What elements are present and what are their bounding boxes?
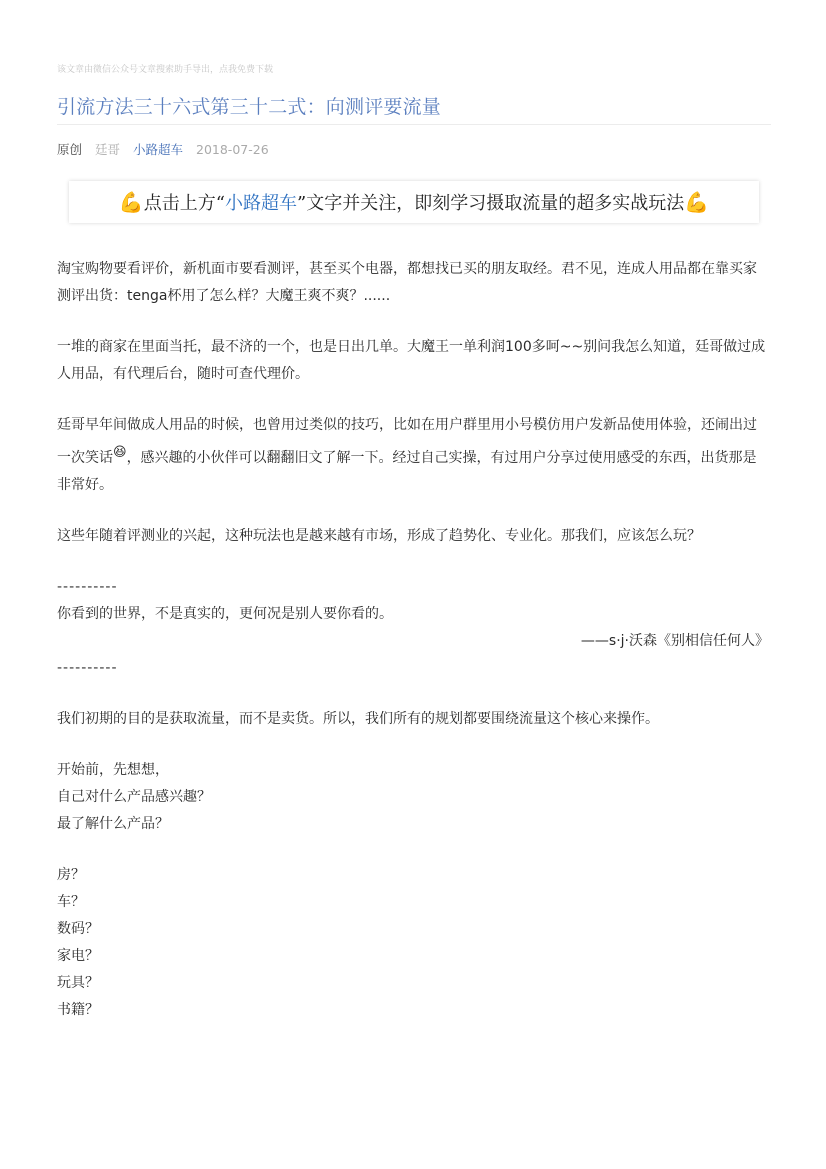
original-tag: 原创 bbox=[57, 142, 83, 157]
list-item: 房？ bbox=[57, 867, 85, 883]
article-meta bbox=[57, 140, 278, 158]
paragraph-text: 廷哥早年间做成人用品的时候，也曾用过类似的技巧，比如在用户群里用小号模仿用户发新品使用体验，还闹出过一次笑话 bbox=[57, 417, 757, 466]
paragraph: 我们初期的目的是获取流量，而不是卖货。所以，我们所有的规划都要围绕流量这个核心来操作。 bbox=[57, 711, 659, 727]
banner-prefix: 点击上方“ bbox=[143, 193, 225, 214]
paragraph: 淘宝购物要看评价，新机面市要看测评，甚至买个电器，都想找已买的朋友取经。君不见，连成人用品都在靠买家测评出货：tenga杯用了怎么样？大魔王爽不爽？...... bbox=[57, 261, 757, 304]
question-line: 自己对什么产品感兴趣？ bbox=[57, 789, 211, 805]
title-divider bbox=[57, 124, 771, 125]
banner-suffix: ”文字并关注，即刻学习摄取流量的超多实战玩法 bbox=[297, 193, 685, 214]
list-item: 玩具？ bbox=[57, 975, 99, 991]
paragraph: 这些年随着评测业的兴起，这种玩法也是越来越有市场，形成了趋势化、专业化。那我们，应该怎么玩？ bbox=[57, 528, 701, 544]
flexed-biceps-icon: 💪 bbox=[684, 190, 710, 214]
list-item: 车？ bbox=[57, 894, 85, 910]
flexed-biceps-icon: 💪 bbox=[118, 190, 144, 214]
author-name: 廷哥 bbox=[95, 142, 121, 157]
article-title: 引流方法三十六式第三十二式：向测评要流量 bbox=[57, 96, 442, 118]
question-line: 最了解什么产品？ bbox=[57, 816, 169, 832]
export-notice-link[interactable]: 该文章由微信公众号文章搜索助手导出，点我免费下载 bbox=[57, 65, 274, 75]
follow-banner bbox=[69, 181, 759, 223]
question-line: 开始前，先想想， bbox=[57, 762, 169, 778]
laughing-face-icon: 😆 bbox=[113, 445, 127, 460]
paragraph: 一堆的商家在里面当托，最不济的一个，也是日出几单。大魔王一单利润100多呵~~别问我怎么知道，廷哥做过成人用品，有代理后台，随时可查代理价。 bbox=[57, 339, 766, 382]
quote-text: 你看到的世界，不是真实的，更何况是别人要你看的。 bbox=[57, 606, 393, 622]
banner-account-link[interactable]: 小路超车 bbox=[225, 193, 297, 214]
quote-divider-top: ---------- bbox=[57, 579, 118, 595]
list-item: 数码？ bbox=[57, 921, 99, 937]
quote-source: ——s·j·沃森《别相信任何人》 bbox=[580, 633, 769, 649]
article-body bbox=[57, 256, 769, 1024]
paragraph-text: ，感兴趣的小伙伴可以翻翻旧文了解一下。经过自己实操，有过用户分享过使用感受的东西，出货那是非常好。 bbox=[57, 450, 757, 493]
list-item: 家电？ bbox=[57, 948, 99, 964]
account-name-link[interactable]: 小路超车 bbox=[133, 142, 184, 157]
paragraph bbox=[57, 412, 769, 499]
publish-date: 2018-07-26 bbox=[196, 142, 269, 157]
quote-divider-bottom: ---------- bbox=[57, 660, 118, 676]
list-item: 书籍？ bbox=[57, 1002, 99, 1018]
